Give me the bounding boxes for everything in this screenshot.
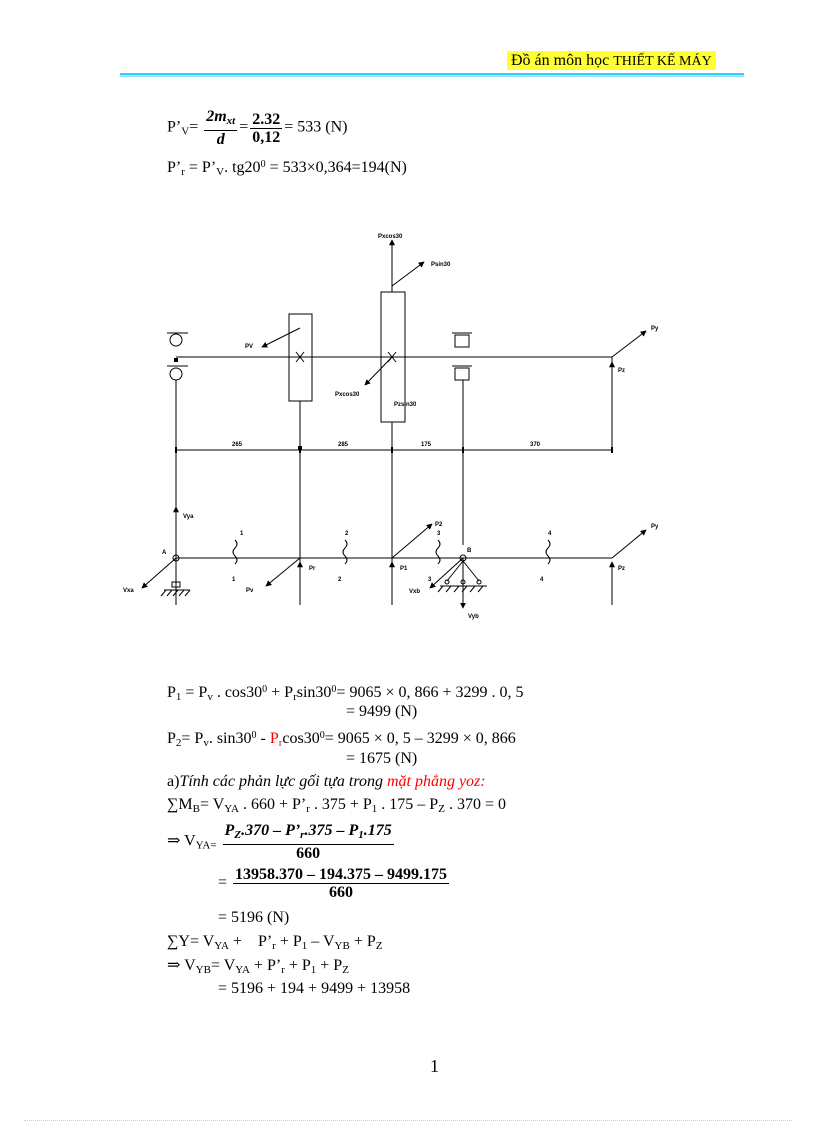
- arrow-vxa: [142, 558, 176, 588]
- section-heading-yoz: a)Tính các phản lực gối tựa trong mặt phẳng yoz:: [167, 773, 486, 790]
- eq-vya-formula: ⇒ $V_{YA=}$ $\frac{P_Z.370 - P’_r.375 - P_1.175}{660}$: [167, 822, 392, 862]
- eq-moment-b: $\sum M_B= V_{YA}$ . $660 + P’_r$ . $375 + P_1$ . $175 - P_Z$ . 370 = 0: [167, 796, 506, 815]
- section-number-1-bottom: 1: [232, 577, 236, 583]
- arrow-pv-bottom: [266, 558, 300, 586]
- eq-sum-y: $\sum Y= V_{YA}$ + $P’_r + P_1 - V_{YB} + P_Z$: [167, 933, 383, 952]
- fraction-vya-numeric: $\frac{13958.370 - 194.375 - 9499.175}{660}$: [235, 866, 448, 901]
- bearing-b-bottom-block: [455, 368, 469, 380]
- label-psin30: Psin30: [431, 262, 451, 268]
- dim-370: 370: [530, 442, 541, 448]
- eq-pr: $P’_r$ = $P’_V$. $tg20^0 = 533\times 0,364=194(N)$: [167, 159, 407, 178]
- document-header-title: Đồ án môn học THIẾT KẾ MÁY: [507, 51, 716, 70]
- label-pzsin30: Pzsin30: [394, 402, 417, 408]
- section-number-4-top: 4: [548, 531, 552, 537]
- eq-p2: $P_2= P_v$. $\sin 30^0 - P_r\cos 30^0= 9065 \times 0$, 5 – 3299 × 0, 866: [167, 730, 516, 749]
- eq-vyb-formula: ⇒ $V_{YB}= V_{YA}$ + $P’_r + P_1 + P_Z$: [167, 957, 349, 976]
- section-mark-4: [546, 540, 550, 564]
- label-p2: P2: [435, 522, 443, 528]
- arrow-pv-top: [262, 328, 300, 347]
- page-bottom-border: [24, 1120, 792, 1121]
- eq-p1: $P_1 = P_v$ . $\cos 30^0 + P_r\sin 30^0= 9065 \times 0$, 866 + 3299 . 0, 5: [167, 684, 524, 703]
- fraction-vya: $\frac{P_Z.370 - P’_r.375 - P_1.175}{660}$: [224, 822, 392, 862]
- label-py-top: Py: [651, 326, 659, 332]
- label-vya: Vya: [183, 514, 194, 520]
- arrow-py-top: [612, 331, 646, 357]
- section-number-2-top: 2: [345, 531, 349, 537]
- eq-p2-result: = 1675 (N): [346, 750, 418, 767]
- label-vxa: Vxa: [123, 588, 134, 594]
- label-pv-bottom: Pv: [246, 588, 254, 594]
- eq-vya-numeric: = $\frac{13958.370 - 194.375 - 9499.175}{660}$: [218, 866, 448, 901]
- section-mark-1: [233, 540, 237, 564]
- arrow-py-bottom: [612, 530, 646, 558]
- eq-p1-result: = 9499 (N): [346, 703, 418, 720]
- label-pxcos30: Pxcos30: [378, 234, 403, 240]
- label-pv-top: PV: [245, 344, 254, 350]
- label-py-bottom: Py: [651, 524, 659, 530]
- label-point-b: B: [467, 548, 472, 554]
- label-pxcos30-lower: Pxcos30: [335, 392, 360, 398]
- section-number-2-bottom: 2: [338, 577, 342, 583]
- section-number-1-top: 1: [240, 531, 244, 537]
- section-mark-2: [343, 540, 347, 564]
- label-vxb: Vxb: [409, 589, 421, 595]
- dim-285: 285: [338, 442, 349, 448]
- arrow-p2: [392, 524, 432, 558]
- eq-pv: $P’_V=$ $\frac{2m_{xt}}{d}$ = $\frac{2.32}{0,12}$ = 533 (N): [167, 108, 348, 148]
- dim-175: 175: [421, 442, 432, 448]
- fraction-2-32-over-0-12: $\frac{2.32}{0,12}$: [252, 110, 281, 146]
- label-pr: Pr: [309, 566, 316, 572]
- label-pz-bottom: Pz: [618, 566, 626, 572]
- section-number-3-top: 3: [437, 531, 441, 537]
- label-point-a: A: [162, 550, 167, 556]
- section-mark-3: [436, 540, 440, 564]
- section-number-4-bottom: 4: [540, 577, 544, 583]
- eq-vya-result: = 5196 (N): [218, 909, 290, 926]
- fraction-2m-over-d: $\frac{2m_{xt}}{d}$: [206, 108, 236, 148]
- bearing-b-top-block: [455, 335, 469, 347]
- bearing-a-bottom-roller: [170, 368, 182, 380]
- page-number: 1: [430, 1056, 439, 1076]
- dim-265: 265: [232, 442, 243, 448]
- section-number-3-bottom: 3: [428, 577, 432, 583]
- label-vyb: Vyb: [468, 614, 479, 620]
- arrow-psin30: [392, 262, 424, 286]
- eq-vyb-numeric: = 5196 + 194 + 9499 + 13958: [218, 980, 411, 997]
- bearing-a-top-roller: [170, 334, 182, 346]
- label-p1: P1: [400, 566, 408, 572]
- label-pz-top: Pz: [618, 368, 626, 374]
